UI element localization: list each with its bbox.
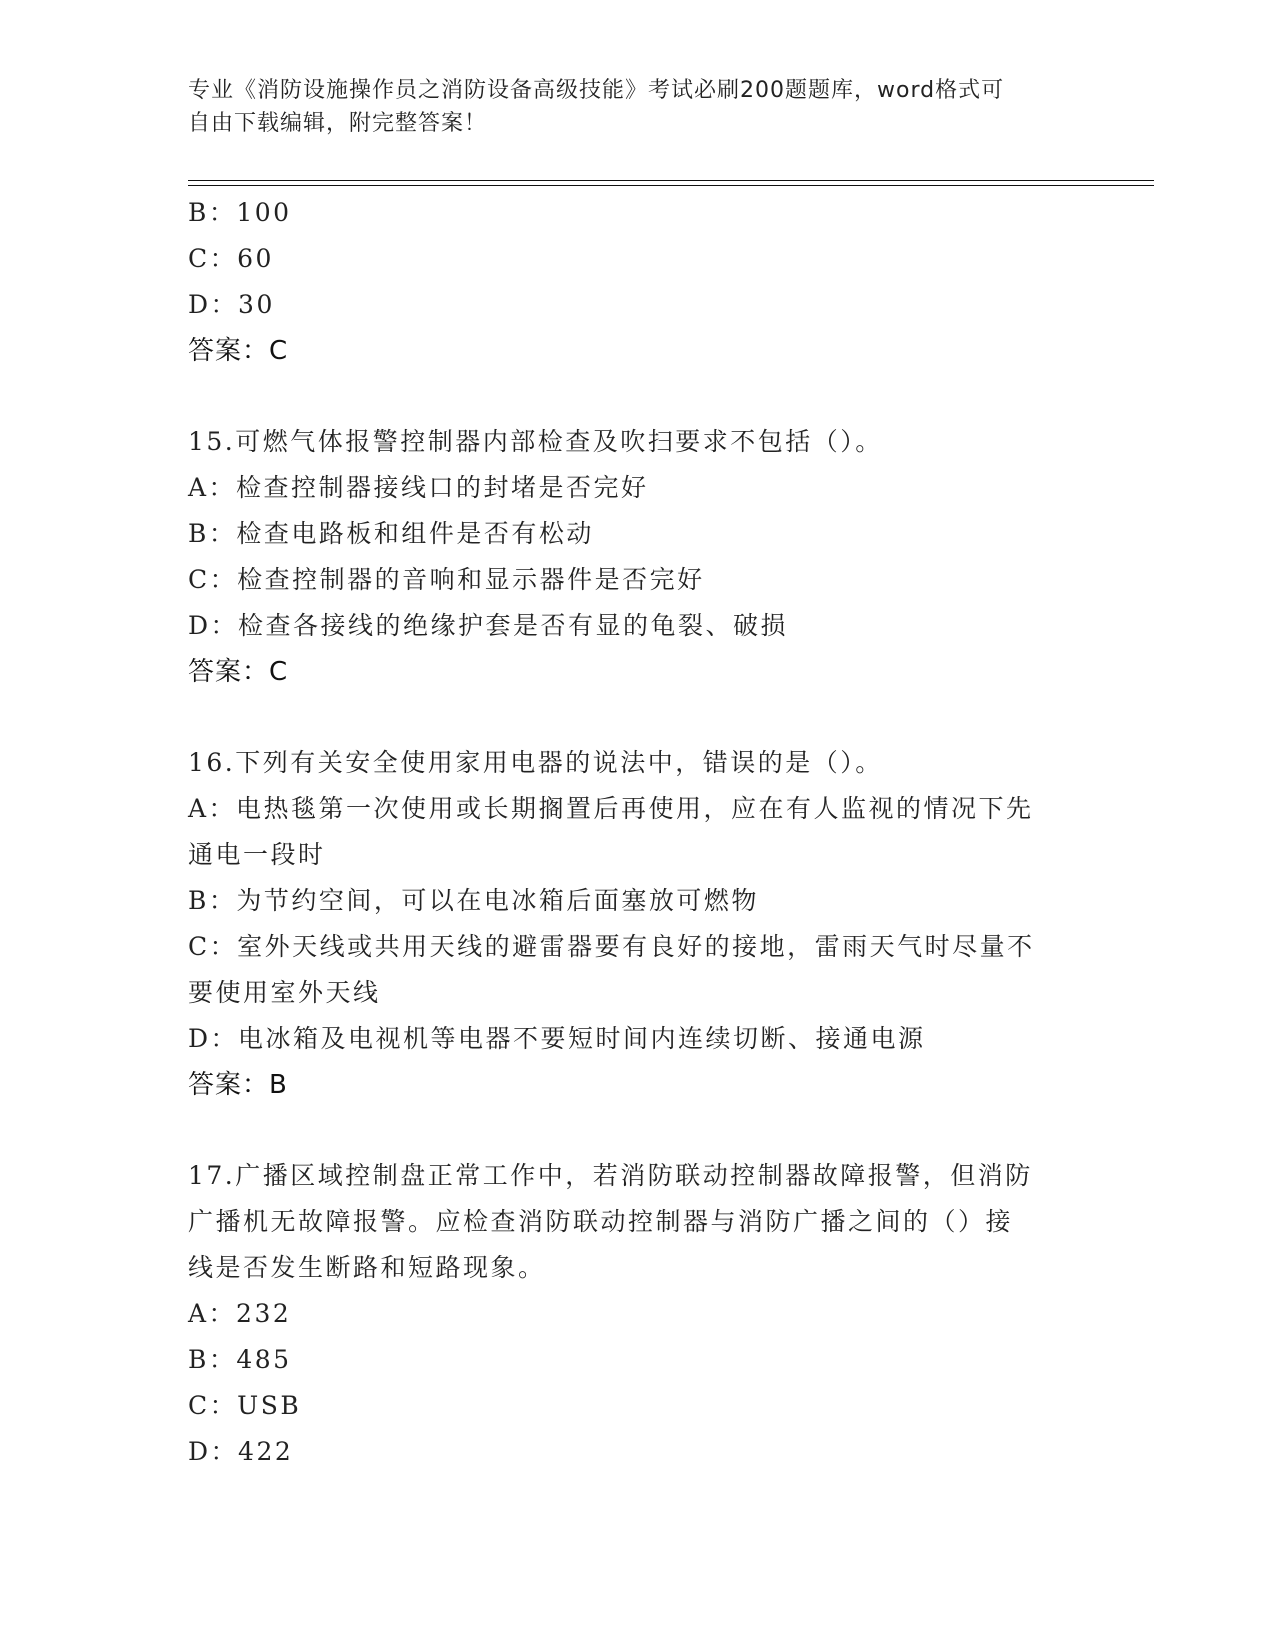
question-17 bbox=[188, 1153, 1088, 1475]
option-b: B：100 bbox=[188, 198, 292, 227]
header-divider-bottom bbox=[188, 185, 1154, 186]
header-divider-top bbox=[188, 180, 1154, 181]
option-d: D：电冰箱及电视机等电器不要短时间内连续切断、接通电源 bbox=[188, 1024, 926, 1053]
option-a-line-2: 通电一段时 bbox=[188, 840, 326, 869]
option-d: D：30 bbox=[188, 290, 275, 319]
question-stem-line-2: 广播机无故障报警。应检查消防联动控制器与消防广播之间的（）接 bbox=[188, 1207, 1014, 1236]
header-line-2: 自由下载编辑，附完整答案！ bbox=[188, 111, 488, 136]
question-list bbox=[188, 190, 1088, 1475]
question-stem: 15.可燃气体报警控制器内部检查及吹扫要求不包括（）。 bbox=[188, 427, 883, 456]
option-a: A：检查控制器接线口的封堵是否完好 bbox=[188, 473, 649, 502]
option-c-line-2: 要使用室外天线 bbox=[188, 978, 381, 1007]
question-14-continuation bbox=[188, 190, 1088, 374]
answer-line: 答案：C bbox=[188, 336, 289, 366]
option-b: B：检查电路板和组件是否有松动 bbox=[188, 519, 594, 548]
option-d: D：检查各接线的绝缘护套是否有显的龟裂、破损 bbox=[188, 611, 789, 640]
option-c: C：60 bbox=[188, 244, 274, 273]
option-c: C：检查控制器的音响和显示器件是否完好 bbox=[188, 565, 705, 594]
question-stem: 16.下列有关安全使用家用电器的说法中，错误的是（）。 bbox=[188, 748, 883, 777]
option-d: D：422 bbox=[188, 1437, 294, 1466]
answer-line: 答案：C bbox=[188, 657, 289, 687]
answer-line: 答案：B bbox=[188, 1070, 288, 1100]
question-stem-line-3: 线是否发生断路和短路现象。 bbox=[188, 1253, 546, 1282]
option-c: C：USB bbox=[188, 1391, 302, 1420]
question-15 bbox=[188, 419, 1088, 695]
question-16 bbox=[188, 740, 1088, 1108]
document-header bbox=[188, 74, 1088, 140]
option-a: A：232 bbox=[188, 1299, 292, 1328]
option-b: B：为节约空间，可以在电冰箱后面塞放可燃物 bbox=[188, 886, 759, 915]
question-stem-line-1: 17.广播区域控制盘正常工作中，若消防联动控制器故障报警，但消防 bbox=[188, 1161, 1033, 1190]
option-b: B：485 bbox=[188, 1345, 292, 1374]
option-c-line-1: C：室外天线或共用天线的避雷器要有良好的接地，雷雨天气时尽量不 bbox=[188, 932, 1035, 961]
option-a-line-1: A：电热毯第一次使用或长期搁置后再使用，应在有人监视的情况下先 bbox=[188, 794, 1034, 823]
header-line-1: 专业《消防设施操作员之消防设备高级技能》考试必刷200题题库，word格式可 bbox=[188, 78, 1005, 103]
